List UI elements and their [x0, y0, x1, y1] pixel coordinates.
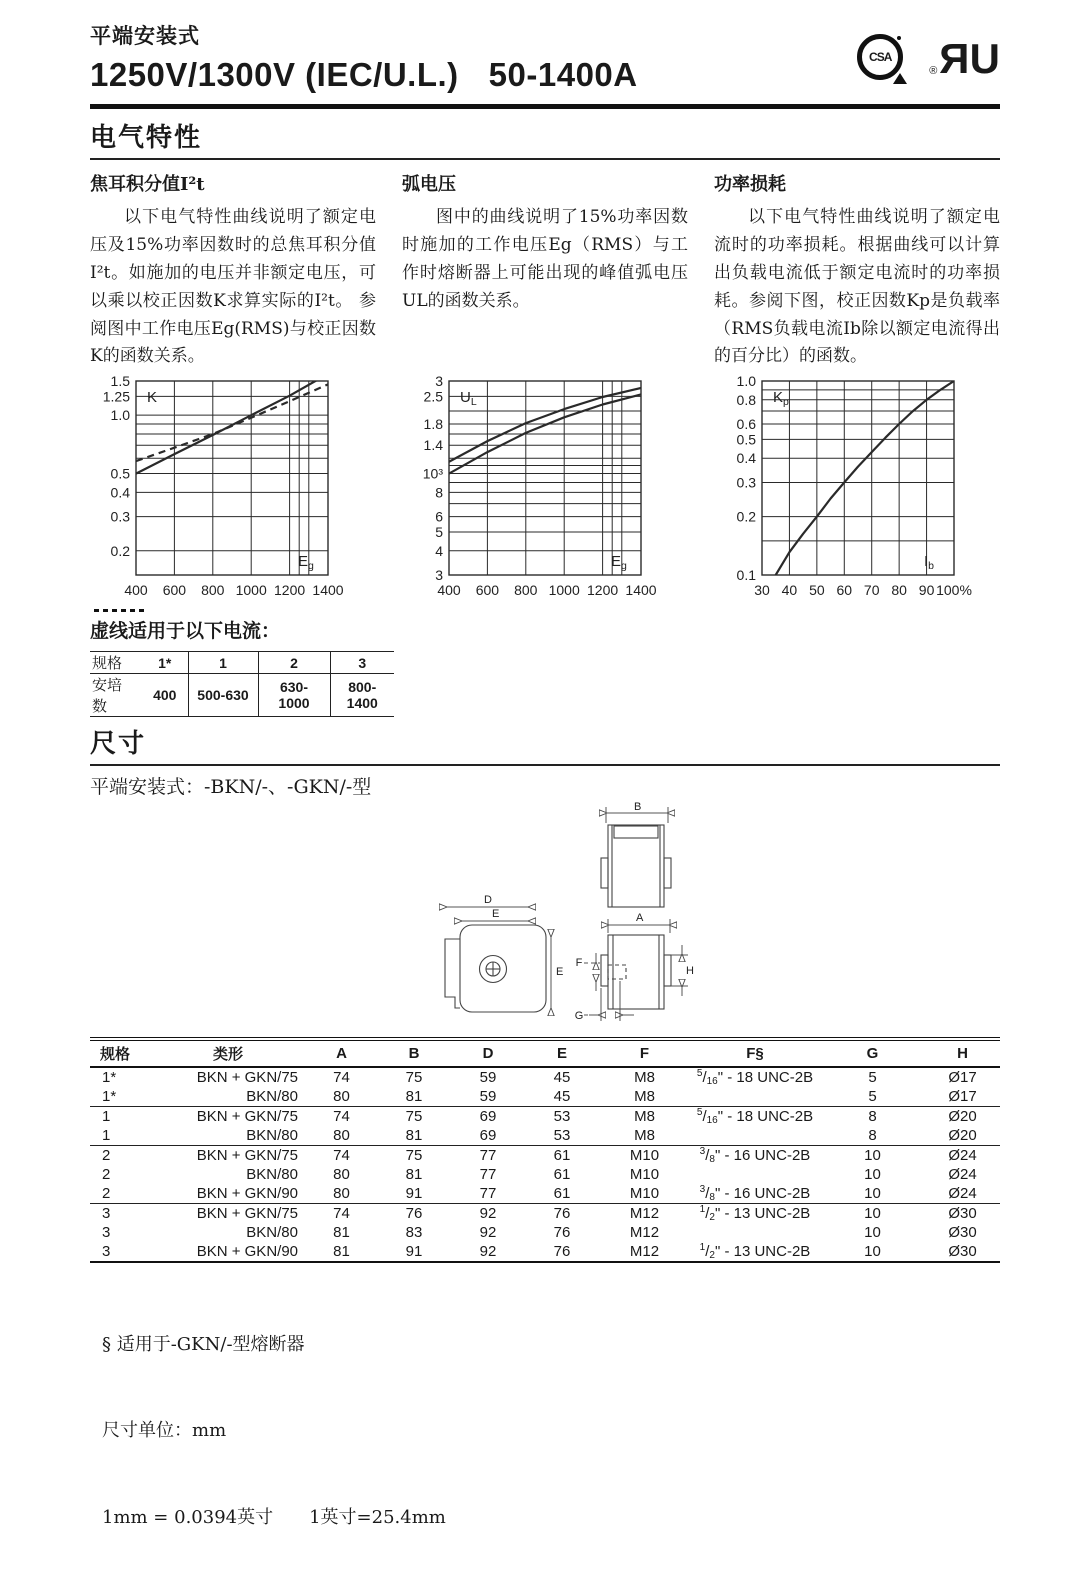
- current-range: 50-1400A: [488, 56, 638, 93]
- column-heading: 功率损耗: [714, 174, 786, 195]
- charts-row: [90, 373, 1000, 605]
- page-title: [90, 56, 638, 94]
- svg-text:80: 80: [891, 582, 907, 599]
- svg-text:1000: 1000: [235, 582, 267, 599]
- series-K-solid: [136, 380, 317, 474]
- svg-text:800: 800: [201, 582, 225, 599]
- svg-text:70: 70: [863, 582, 880, 599]
- svg-text:400: 400: [124, 582, 148, 599]
- column-i2t: [90, 166, 376, 371]
- svg-text:2.5: 2.5: [423, 388, 443, 405]
- dim-label-f: F: [575, 957, 583, 970]
- svg-text:Eg: $E_g$: [298, 553, 314, 573]
- table-row: 3 BKN + GKN/75 74 76 92 76 M12 $^1/_2$" - 13 UNC-2B 10 Ø30: [90, 1204, 1000, 1224]
- svg-text:0.4: 0.4: [736, 450, 756, 467]
- table-row: 1 BKN/80 80 81 69 53 M8 8 Ø20: [102, 1127, 977, 1145]
- svg-text:1400: 1400: [625, 582, 657, 599]
- svg-text:60: 60: [836, 582, 853, 599]
- page-header: [90, 20, 1000, 94]
- voltage-rating: 1250V/1300V (IEC/U.L.): [90, 56, 459, 93]
- table-row: 安培数 400 500-630 630-1000 800-1400: [90, 674, 394, 717]
- table-row: 1 BKN + GKN/75 74 75 69 53 M8 $^5/_{16}$" - 18 UNC-2B 8 Ø20: [90, 1107, 1000, 1127]
- dashed-line-sample-icon: [94, 609, 146, 612]
- svg-text:30: 30: [754, 582, 770, 599]
- page-subtitle: 平端安装式: [90, 25, 200, 48]
- section-divider: [90, 764, 1000, 766]
- svg-text:1.8: 1.8: [423, 416, 443, 433]
- svg-text:0.6: 0.6: [736, 416, 756, 433]
- dim-label-g: G: [574, 1010, 584, 1023]
- table-row: 1* BKN + GKN/75 74 75 59 45 M8 $^5/_{16}$" - 18 UNC-2B 5 Ø17: [90, 1067, 1000, 1087]
- dim-label-e-height: E: [556, 966, 564, 979]
- svg-text:1400: 1400: [312, 582, 344, 599]
- table-row: 2 BKN + GKN/90 80 91 77 61 M10 $^3/_8$" - 16 UNC-2B 10 Ø24: [102, 1184, 977, 1204]
- svg-text:UL: $U_L$: [460, 389, 477, 409]
- table-header-row: [90, 1039, 1000, 1067]
- series-Kp: [776, 381, 954, 575]
- footnote-conversion: 1mm = 0.0394英寸 1英寸=25.4mm: [102, 1506, 446, 1528]
- svg-text:0.2: 0.2: [736, 508, 756, 525]
- column-paragraph: 以下电气特性曲线说明了额定电流时的功率损耗。根据曲线可以计算出负载电流低于额定电流时的功率损耗。参阅下图，校正因数Kp是负载率（RMS负载电流Ib除以额定电流得出的百分比）的函数。: [714, 207, 1000, 367]
- footnote-units: 尺寸单位：mm: [102, 1420, 227, 1442]
- svg-text:Ib: $I_b$: [924, 553, 935, 573]
- svg-text:40: 40: [781, 582, 798, 599]
- column-header: F: [599, 1039, 690, 1067]
- svg-text:3: 3: [435, 567, 443, 584]
- svg-text:5: 5: [435, 524, 443, 541]
- csa-logo-icon: CSA: [857, 34, 909, 84]
- column-header: A: [306, 1039, 377, 1067]
- registered-mark: ®: [929, 65, 938, 77]
- certification-logos: [857, 34, 1000, 84]
- svg-text:Kp: $K_p$: [773, 389, 789, 409]
- column-arc-voltage: [402, 166, 688, 371]
- chart-power-loss-factor: [716, 373, 1016, 605]
- footnote-section-mark: § 适用于-GKN/-型熔断器: [102, 1333, 305, 1355]
- footnotes: [102, 1273, 1000, 1590]
- dimension-table: [90, 1037, 1000, 1263]
- ul-recognized-logo-icon: ® R U: [929, 35, 1000, 82]
- row-label: 规格: [92, 654, 123, 673]
- column-header: D: [451, 1039, 525, 1067]
- row-label: 安培数: [92, 676, 123, 716]
- section-title-electrical: 电气特性: [90, 122, 203, 152]
- column-power-loss: [714, 166, 1000, 371]
- svg-text:0.2: 0.2: [110, 543, 130, 560]
- svg-text:10³: 10³: [422, 465, 443, 482]
- svg-text:1.25: 1.25: [102, 388, 130, 405]
- header-divider: [90, 104, 1000, 109]
- column-header: F§: [690, 1039, 820, 1067]
- svg-text:0.3: 0.3: [736, 474, 756, 491]
- svg-text:600: 600: [475, 582, 500, 599]
- svg-text:50: 50: [809, 582, 825, 599]
- column-heading: 焦耳积分值I²t: [90, 174, 205, 195]
- section-divider: [90, 158, 1000, 160]
- electrical-text-columns: [90, 166, 1000, 371]
- table-row: 3 BKN/80 81 83 92 76 M12 10 Ø30: [102, 1224, 977, 1242]
- side-view: [575, 912, 694, 1022]
- svg-text:8: 8: [435, 484, 443, 501]
- table-row: 1* BKN/80 80 81 59 45 M8 5 Ø17: [102, 1088, 977, 1106]
- svg-text:1.4: 1.4: [423, 437, 443, 454]
- chart-i2t-correction-factor: [90, 373, 390, 605]
- column-header: B: [377, 1039, 451, 1067]
- top-view: [601, 801, 671, 907]
- svg-text:1.5: 1.5: [110, 373, 130, 390]
- svg-text:3: 3: [435, 373, 443, 390]
- front-view: [445, 894, 563, 1012]
- section-title-dimensions: 尺寸: [90, 728, 147, 759]
- svg-text:0.3: 0.3: [110, 508, 130, 525]
- table-row: 2 BKN/80 80 81 77 61 M10 10 Ø24: [102, 1166, 977, 1184]
- column-header: H: [925, 1039, 1000, 1067]
- table-row: 2 BKN + GKN/75 74 75 77 61 M10 $^3/_8$" - 16 UNC-2B 10 Ø24: [90, 1146, 1000, 1166]
- svg-text:6: 6: [435, 508, 443, 525]
- svg-text:600: 600: [162, 582, 187, 599]
- svg-text:K: K: [147, 389, 158, 407]
- svg-text:0.5: 0.5: [110, 465, 130, 482]
- svg-text:Eg: $E_g$: [611, 553, 627, 573]
- svg-text:0.8: 0.8: [736, 392, 756, 409]
- dim-label-e-width: E: [492, 908, 500, 921]
- dashed-current-table: [90, 651, 394, 717]
- svg-text:1.0: 1.0: [736, 373, 756, 390]
- dimensions-subtitle: 平端安装式：-BKN/-、-GKN/-型: [90, 776, 372, 799]
- column-header: G: [820, 1039, 925, 1067]
- column-paragraph: 图中的曲线说明了15%功率因数时施加的工作电压Eg（RMS）与工作时熔断器上可能出现的峰值弧电压UL的函数关系。: [402, 207, 688, 311]
- svg-text:1000: 1000: [548, 582, 580, 599]
- dim-label-b: B: [634, 801, 642, 814]
- dim-label-d: D: [484, 894, 492, 907]
- column-header: E: [525, 1039, 599, 1067]
- svg-text:0.5: 0.5: [736, 431, 756, 448]
- svg-text:1.0: 1.0: [110, 407, 130, 424]
- svg-text:0.1: 0.1: [736, 567, 756, 584]
- svg-text:90: 90: [918, 582, 935, 599]
- svg-text:1200: 1200: [587, 582, 619, 599]
- svg-text:800: 800: [514, 582, 538, 599]
- svg-text:4: 4: [435, 543, 443, 560]
- table-row: 规格 1* 1 2 3: [90, 652, 394, 674]
- dim-label-a: A: [636, 912, 644, 925]
- title-block: [90, 20, 638, 94]
- legend-label: 虚线适用于以下电流：: [90, 620, 281, 643]
- svg-text:400: 400: [437, 582, 461, 599]
- table-row: 3 BKN + GKN/90 81 91 92 76 M12 $^1/_2$" - 13 UNC-2B 10 Ø30: [102, 1242, 977, 1262]
- column-header: 规格: [90, 1039, 155, 1067]
- dashed-line-legend: [90, 609, 1000, 717]
- svg-text:0.4: 0.4: [110, 484, 130, 501]
- column-header: 类形: [155, 1039, 306, 1067]
- svg-text:100%: 100%: [936, 582, 972, 599]
- dimension-drawing: [430, 803, 720, 1031]
- dim-label-h: H: [686, 965, 694, 978]
- svg-text:1200: 1200: [274, 582, 306, 599]
- column-heading: 弧电压: [402, 174, 456, 195]
- column-paragraph: 以下电气特性曲线说明了额定电压及15%功率因数时的总焦耳积分值I²t。如施加的电压并非额定电压，可以乘以校正因数K求算实际的I²t。 参阅图中工作电压Eg(RMS)与校正因数K的函数关系。: [90, 207, 376, 367]
- chart-arc-voltage: [403, 373, 703, 605]
